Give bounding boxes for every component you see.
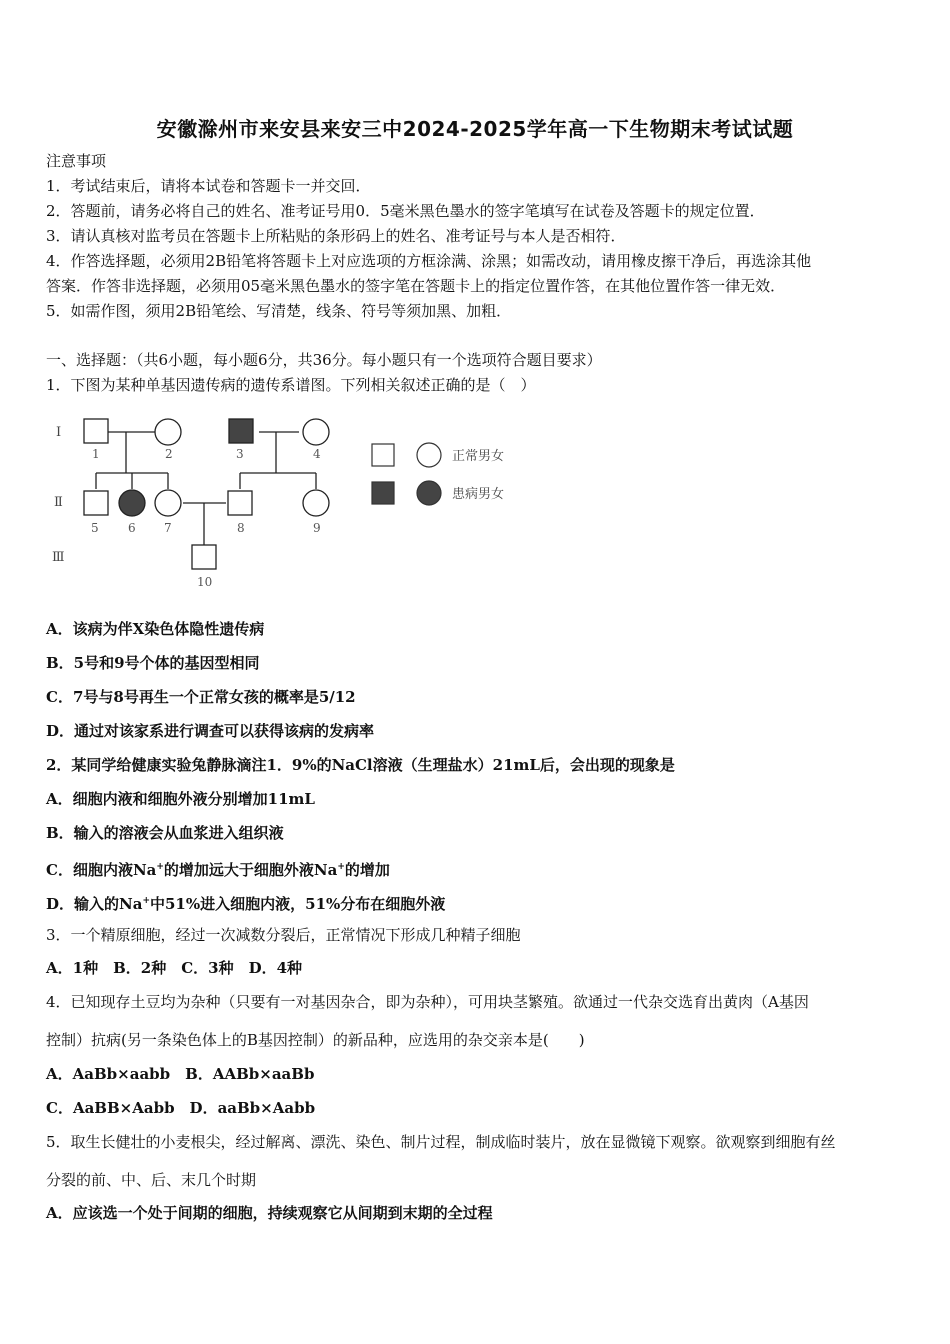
individual-label: 2 xyxy=(165,447,173,461)
notice-heading: 注意事项 xyxy=(46,152,107,170)
individual-4-normal-female xyxy=(303,419,329,445)
notice-item: 4．作答选择题，必须用2B铅笔将答题卡上对应选项的方框涂满、涂黑；如需改动，请用橡皮擦干净后，再选涂其他 xyxy=(46,252,812,270)
question-2-option-b: B．输入的溶液会从血浆进入组织液 xyxy=(46,824,284,842)
individual-label: 1 xyxy=(92,447,100,461)
individual-label: 9 xyxy=(313,521,321,535)
individual-label: 6 xyxy=(128,521,136,535)
individual-label: 8 xyxy=(237,521,245,535)
question-2-stem: 2．某同学给健康实验兔静脉滴注1．9%的NaCl溶液（生理盐水）21mL后，会出现的现象是 xyxy=(46,756,675,774)
notice-item: 2．答题前，请务必将自己的姓名、准考证号用0．5毫米黑色墨水的签字笔填写在试卷及答题卡的规定位置． xyxy=(46,202,765,220)
individual-label: 4 xyxy=(313,447,321,461)
notice-item: 答案．作答非选择题，必须用05毫米黑色墨水的签字笔在答题卡上的指定位置作答，在其他位置作答一律无效． xyxy=(46,277,786,295)
question-1-option-d: D．通过对该家系进行调查可以获得该病的发病率 xyxy=(46,722,375,740)
individual-1-normal-male xyxy=(84,419,108,443)
generation-label: Ⅰ xyxy=(56,425,62,440)
legend-affected-male-symbol xyxy=(372,482,394,504)
individual-6-affected-female xyxy=(119,490,145,516)
question-5-stem-continued: 分裂的前、中、后、末几个时期 xyxy=(46,1171,257,1189)
legend-normal-male-symbol xyxy=(372,444,394,466)
legend-affected-label: 患病男女 xyxy=(452,487,505,502)
legend-normal-label: 正常男女 xyxy=(452,449,505,464)
notice-item: 1．考试结束后，请将本试卷和答题卡一并交回． xyxy=(46,177,371,195)
individual-7-normal-female xyxy=(155,490,181,516)
individual-5-normal-male xyxy=(84,491,108,515)
individual-label: 7 xyxy=(164,521,172,535)
individual-10-normal-male xyxy=(192,545,216,569)
generation-label: Ⅱ xyxy=(54,495,63,510)
generation-label: Ⅲ xyxy=(52,550,65,565)
question-5-option-a: A．应该选一个处于间期的细胞，持续观察它从间期到末期的全过程 xyxy=(46,1204,493,1222)
question-2-option-d: D．输入的Na+中51%进入细胞内液，51%分布在细胞外液 xyxy=(46,895,446,913)
question-2-option-c: C．细胞内液Na+的增加远大于细胞外液Na+的增加 xyxy=(46,861,390,879)
individual-8-normal-male xyxy=(228,491,252,515)
notice-item: 5．如需作图，须用2B铅笔绘、写清楚，线条、符号等须加黑、加粗． xyxy=(46,302,512,320)
question-3-options: A．1种 B．2种 C．3种 D．4种 xyxy=(46,959,303,977)
individual-2-normal-female xyxy=(155,419,181,445)
notice-item: 3．请认真核对监考员在答题卡上所粘贴的条形码上的姓名、准考证号与本人是否相符． xyxy=(46,227,626,245)
question-1-option-b: B．5号和9号个体的基因型相同 xyxy=(46,654,260,672)
question-1-option-c: C．7号与8号再生一个正常女孩的概率是5/12 xyxy=(46,688,356,706)
question-5-stem: 5．取生长健壮的小麦根尖，经过解离、漂洗、染色、制片过程，制成临时装片，放在显微镜下观察。欲观察到细胞有丝 xyxy=(46,1133,836,1151)
question-1-stem: 1．下图为某种单基因遗传病的遗传系谱图。下列相关叙述正确的是（ ） xyxy=(46,376,536,394)
page-title: 安徽滁州市来安县来安三中2024-2025学年高一下生物期末考试试题 xyxy=(156,117,794,141)
section-heading: 一、选择题：（共6小题，每小题6分，共36分。每小题只有一个选项符合题目要求） xyxy=(46,351,602,369)
question-2-option-a: A．细胞内液和细胞外液分别增加11mL xyxy=(46,790,315,808)
pedigree-chart xyxy=(46,405,546,590)
individual-label: 3 xyxy=(236,447,244,461)
legend-normal-female-symbol xyxy=(417,443,441,467)
question-4-stem: 4．已知现存土豆均为杂种（只要有一对基因杂合，即为杂种），可用块茎繁殖。欲通过一代杂交选育出黄肉（A基因 xyxy=(46,993,809,1011)
individual-label: 10 xyxy=(197,575,213,589)
legend-affected-female-symbol xyxy=(417,481,441,505)
question-3-stem: 3．一个精原细胞，经过一次减数分裂后，正常情况下形成几种精子细胞 xyxy=(46,926,521,944)
individual-label: 5 xyxy=(91,521,99,535)
question-4-options-cd: C．AaBB×Aabb D．aaBb×Aabb xyxy=(46,1099,316,1117)
question-4-stem-continued: 控制）抗病(另一条染色体上的B基因控制）的新品种，应选用的杂交亲本是( ) xyxy=(46,1031,585,1049)
question-4-options-ab: A．AaBb×aabb B．AABb×aaBb xyxy=(46,1065,315,1083)
question-1-option-a: A．该病为伴X染色体隐性遗传病 xyxy=(46,620,265,638)
individual-9-normal-female xyxy=(303,490,329,516)
individual-3-affected-male xyxy=(229,419,253,443)
